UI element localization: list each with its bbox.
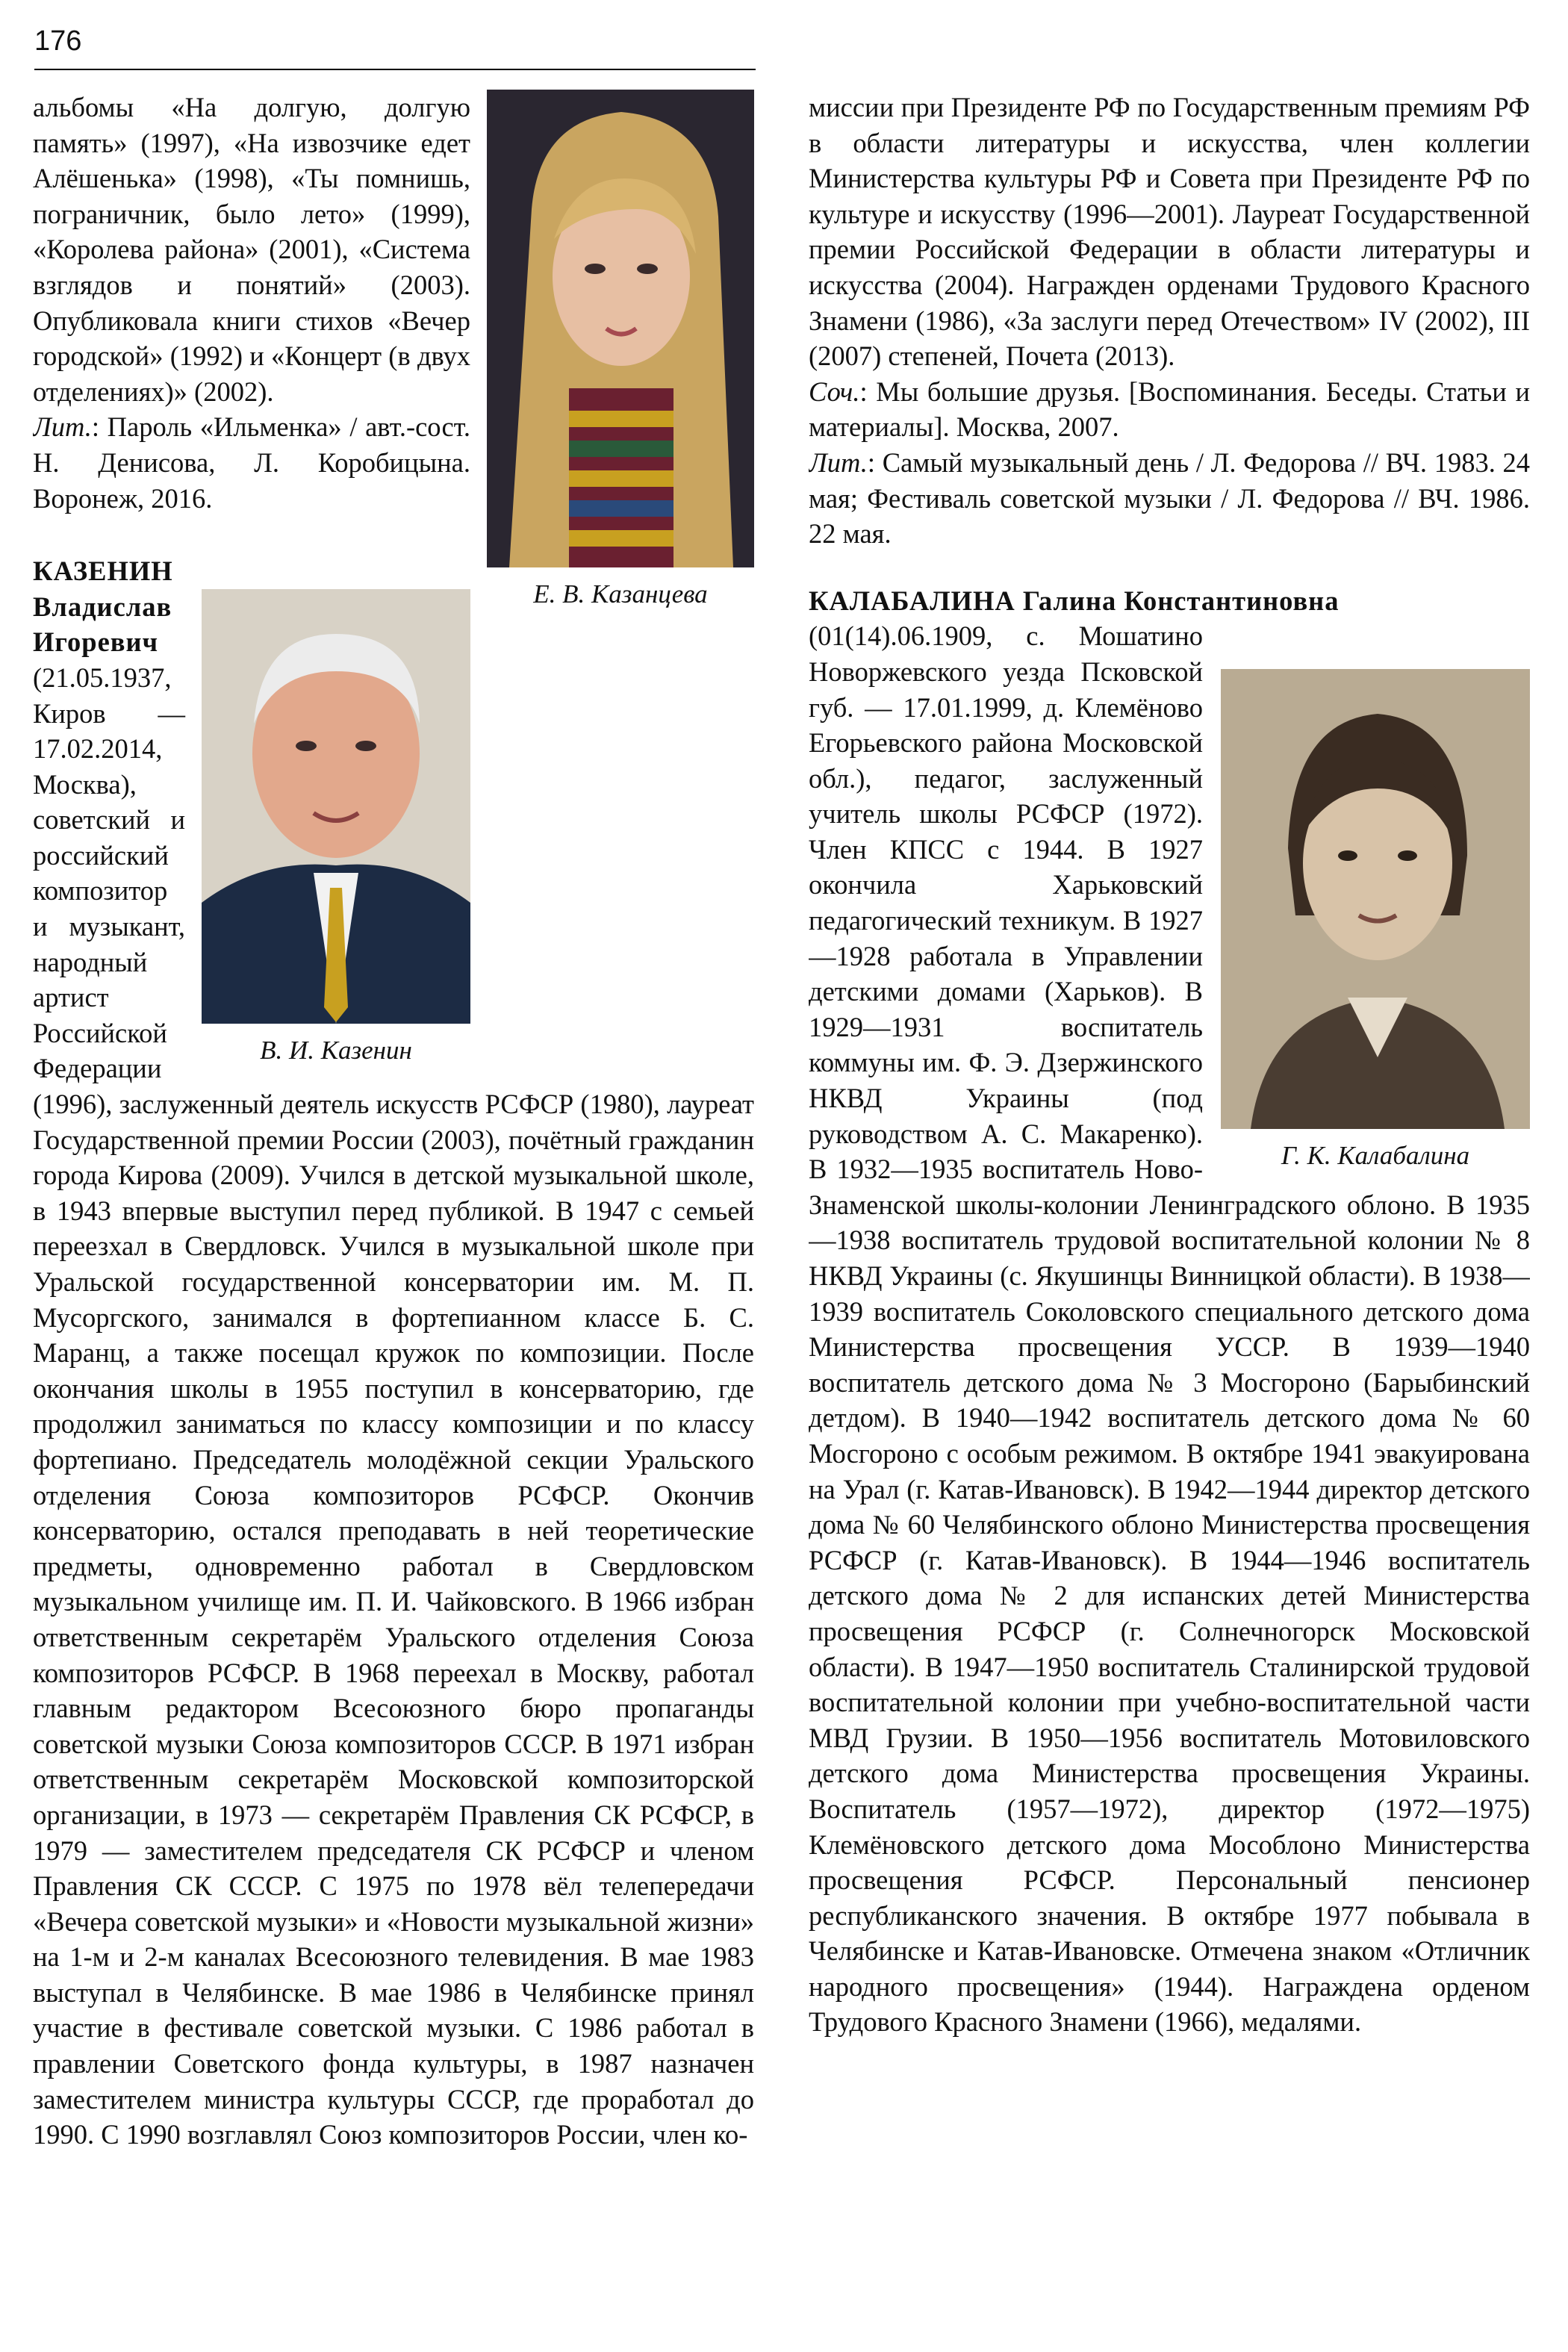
caption-kazenin: В. И. Казенин xyxy=(260,1036,412,1065)
soch-label: Соч. xyxy=(809,376,860,407)
headword-line-kalabalina xyxy=(809,583,1530,619)
headword-kazenin: КАЗЕНИН Владислав Игоревич xyxy=(33,556,173,658)
left-column xyxy=(33,90,754,2330)
intro-paragraph: альбомы «На долгую, долгую память» (1997), «На извозчике едет Алёшенька» (1998), «Ты помнишь, пограничник, было лето» (1999), «Королева района» (2001), «Система взглядов и понятий» (2003). Опубликовала книги стихов «Вечер городской» (1992) и «Концерт (в двух отделениях)» (2002). xyxy=(33,92,470,407)
lit-text: : Самый музыкальный день / Л. Федорова // ВЧ. 1983. 24 мая; Фестиваль советской музыки / Л. Федорова // ВЧ. 1986. 22 мая. xyxy=(809,447,1530,550)
caption-kazantseva: Е. В. Казанцева xyxy=(533,579,708,609)
lit-text: : Пароль «Ильменка» / авт.-сост. Н. Денисова, Л. Коробицына. Воронеж, 2016. xyxy=(33,411,470,514)
caption-kalabalina: Г. К. Калабалина xyxy=(1281,1141,1470,1171)
headword-kalabalina: КАЛАБАЛИНА Галина Константиновна xyxy=(809,585,1340,616)
page-number: 176 xyxy=(34,25,82,57)
figure-kazantseva xyxy=(487,90,754,611)
figure-kalabalina xyxy=(1221,669,1530,1172)
lit-paragraph-right xyxy=(809,445,1530,552)
body-kalabalina: (01(14).06.1909, с. Мошатино Новоржевского уезда Псковской губ. — 17.01.1999, д. Клемёново Егорьевского района Московской обл.), педагог, заслуженный учитель школы РСФСР (1972). Член КПСС с 1944. В 1927 окончила Харьковский педагогический техникум. В 1927—1928 работала в Управлении детскими домами (Харьков). В 1929—1931 воспитатель коммуны им. Ф. Э. Дзержинского НКВД Украины (под руководством А. С. Макаренко). В 1932—1935 воспитатель Ново-Знаменской школы-колонии Ленинградского облоно. В 1935—1938 воспитатель трудовой воспитательной колонии № 8 НКВД Украины (с. Якушинцы Винницкой области). В 1938—1939 воспитатель Соколовского специального детского дома Министерства просвещения УССР. В 1939—1940 воспитатель детского дома № 3 Мосгороно (Барыбинский детдом). В 1940—1942 воспитатель детского дома № 60 Мосгороно с особым режимом. В октябре 1941 эвакуирована на Урал (г. Катав-Ивановск). В 1942—1944 директор детского дома № 60 Челябинского облоно Министерства просвещения РСФСР (г. Катав-Ивановск). В 1944—1946 воспитатель детского дома № 2 для испанских детей Министерства просвещения РСФСР (г. Солнечногорск Московской области). В 1947—1950 воспитатель Сталинирской трудовой воспитательной колонии при учебно-воспитательной части МВД Грузии. В 1950—1956 воспитатель Мотовиловского детского дома Министерства просвещения Украины. Воспитатель (1957—1972), директор (1972—1975) Клемёновского детского дома Мособлоно Министерства просвещения РСФСР. Персональный пенсионер республиканского значения. В октябре 1977 побывала в Челябинске и Катав-Ивановске. Отмечена знаком «Отличник народного просвещения» (1944). Награждена орденом Трудового Красного Знамени (1966), медалями. xyxy=(809,620,1530,2038)
soch-text: : Мы большие друзья. [Воспоминания. Беседы. Статьи и материалы]. Москва, 2007. xyxy=(809,376,1530,443)
continuation-paragraph: миссии при Президенте РФ по Государственным премиям РФ в области литературы и искусства, член коллегии Министерства культуры РФ и Совета при Президенте РФ по культуре и искусству (1996—2001). Лауреат Государственной премии Российской Федерации в области литературы и искусства (2004). Награжден орденами Трудового Красного Знамени (1986), «За заслуги перед Отечеством» IV (2002), III (2007) степеней, Почета (2013). xyxy=(809,92,1530,372)
right-column xyxy=(809,90,1530,2330)
figure-kazenin xyxy=(202,589,470,1067)
lit-label: Лит. xyxy=(809,447,868,478)
portrait-photo-icon xyxy=(202,589,470,1024)
spacer xyxy=(809,552,1530,583)
soch-paragraph xyxy=(809,374,1530,445)
portrait-photo-icon xyxy=(1221,669,1530,1129)
body-kazenin: (21.05.1937, Киров — 17.02.2014, Москва), советский и российский композитор и музыкант, народный артист Российской Федерации (1996), заслуженный деятель искусств РСФСР (1980), лауреат Государственной премии России (2003), почётный гражданин города Кирова (2009). Учился в детской музыкальной школе, в 1943 впервые выступил перед публикой. В 1947 с семьей переезхал в Свердловск. Учился в музыкальной школе при Уральской государственной консерватории им. М. П. Мусоргского, занимался в фортепианном классе Б. С. Маранц, а также посещал кружок по композиции. После окончания школы в 1955 поступил в консерваторию, где продолжил заниматься по классу композиции и по классу фортепиано. Председатель молодёжной секции Уральского отделения Союза композиторов РСФСР. Окончив консерваторию, остался преподавать в ней теоретические предметы, одновременно работал в Свердловском музыкальном училище им. П. И. Чайковского. В 1966 избран ответственным секретарём Уральского отделения Союза композиторов РСФСР. В 1968 переехал в Москву, работал главным редактором Всесоюзного бюро пропаганды советской музыки Союза композиторов СССР. В 1971 избран ответственным секретарём Московской композиторской организации, в 1973 — секретарём Правления СК РСФСР, в 1979 — заместителем председателя СК РСФСР и членом Правления СК СССР. С 1975 по 1978 вёл телепередачи «Вечера советской музыки» и «Новости музыкальной жизни» на 1-м и 2-м каналах Всесоюзного телевидения. В мае 1983 выступал в Челябинске. В мае 1986 в Челябинске принял участие в фестивале советской музыки. С 1986 работал в правлении Советского фонда культуры, в 1987 назначен заместителем министра культуры СССР, где проработал до 1990. С 1990 возглавлял Союз композиторов России, член ко- xyxy=(33,662,754,2150)
portrait-photo-icon xyxy=(487,90,754,567)
header-rule xyxy=(34,69,756,70)
lit-label: Лит. xyxy=(33,411,92,443)
